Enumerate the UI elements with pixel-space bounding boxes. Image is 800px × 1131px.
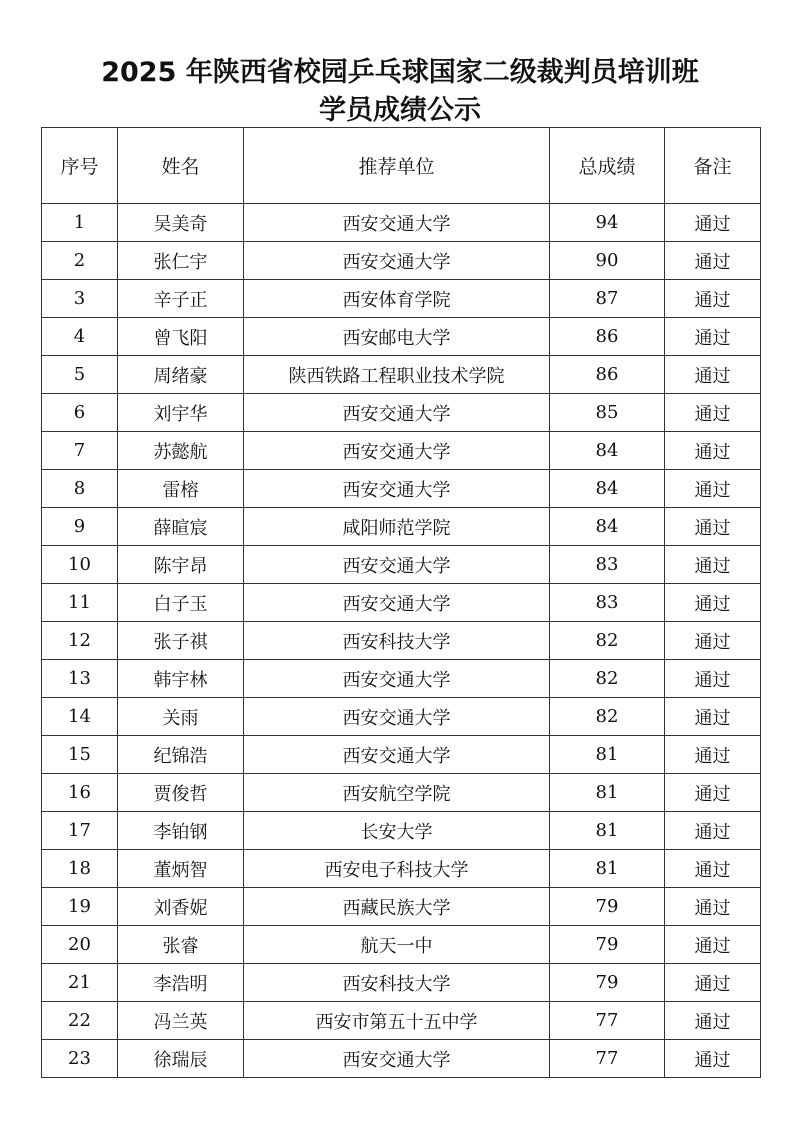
document-subtitle: 学员成绩公示: [319, 95, 481, 126]
cell-name: 张子祺: [118, 622, 244, 660]
cell-unit: 咸阳师范学院: [244, 508, 550, 546]
table-row: [42, 356, 761, 394]
cell-remark: 通过: [665, 432, 761, 470]
cell-unit: 西安科技大学: [244, 964, 550, 1002]
cell-index: 1: [42, 204, 118, 242]
cell-name: 刘宇华: [118, 394, 244, 432]
results-table: [41, 127, 761, 1078]
header-score: 总成绩: [550, 128, 665, 204]
cell-unit: 西安邮电大学: [244, 318, 550, 356]
cell-index: 22: [42, 1002, 118, 1040]
cell-name: 李浩明: [118, 964, 244, 1002]
cell-score: 81: [550, 736, 665, 774]
cell-name: 张睿: [118, 926, 244, 964]
cell-name: 曾飞阳: [118, 318, 244, 356]
table-row: [42, 660, 761, 698]
cell-score: 79: [550, 888, 665, 926]
table-row: [42, 204, 761, 242]
cell-name: 贾俊哲: [118, 774, 244, 812]
cell-remark: 通过: [665, 1040, 761, 1078]
cell-unit: 西安交通大学: [244, 546, 550, 584]
cell-name: 薛暄宸: [118, 508, 244, 546]
header-index: 序号: [42, 128, 118, 204]
cell-name: 苏懿航: [118, 432, 244, 470]
cell-score: 82: [550, 660, 665, 698]
cell-name: 辛子正: [118, 280, 244, 318]
cell-unit: 西安交通大学: [244, 584, 550, 622]
cell-unit: 西藏民族大学: [244, 888, 550, 926]
cell-unit: 西安交通大学: [244, 1040, 550, 1078]
cell-score: 81: [550, 812, 665, 850]
table-row: [42, 888, 761, 926]
table-row: [42, 470, 761, 508]
cell-score: 83: [550, 584, 665, 622]
cell-remark: 通过: [665, 546, 761, 584]
table-row: [42, 242, 761, 280]
table-row: [42, 1002, 761, 1040]
cell-name: 韩宇林: [118, 660, 244, 698]
cell-name: 张仁宇: [118, 242, 244, 280]
cell-name: 吴美奇: [118, 204, 244, 242]
cell-score: 81: [550, 774, 665, 812]
cell-unit: 西安交通大学: [244, 736, 550, 774]
cell-score: 94: [550, 204, 665, 242]
table-row: [42, 432, 761, 470]
cell-name: 董炳智: [118, 850, 244, 888]
cell-score: 77: [550, 1002, 665, 1040]
cell-name: 纪锦浩: [118, 736, 244, 774]
cell-score: 84: [550, 432, 665, 470]
cell-unit: 西安交通大学: [244, 698, 550, 736]
cell-index: 18: [42, 850, 118, 888]
cell-index: 21: [42, 964, 118, 1002]
cell-score: 84: [550, 470, 665, 508]
cell-score: 83: [550, 546, 665, 584]
cell-remark: 通过: [665, 318, 761, 356]
cell-index: 17: [42, 812, 118, 850]
table-row: [42, 698, 761, 736]
cell-index: 20: [42, 926, 118, 964]
cell-score: 86: [550, 318, 665, 356]
cell-remark: 通过: [665, 470, 761, 508]
table-row: [42, 850, 761, 888]
cell-unit: 航天一中: [244, 926, 550, 964]
table-row: [42, 926, 761, 964]
cell-name: 刘香妮: [118, 888, 244, 926]
cell-index: 5: [42, 356, 118, 394]
cell-remark: 通过: [665, 850, 761, 888]
cell-score: 77: [550, 1040, 665, 1078]
cell-name: 雷榕: [118, 470, 244, 508]
cell-score: 84: [550, 508, 665, 546]
cell-index: 19: [42, 888, 118, 926]
cell-name: 关雨: [118, 698, 244, 736]
table-row: [42, 1040, 761, 1078]
cell-index: 4: [42, 318, 118, 356]
cell-score: 90: [550, 242, 665, 280]
cell-unit: 西安交通大学: [244, 394, 550, 432]
table-row: [42, 318, 761, 356]
cell-remark: 通过: [665, 774, 761, 812]
cell-remark: 通过: [665, 964, 761, 1002]
cell-index: 11: [42, 584, 118, 622]
table-row: [42, 546, 761, 584]
table-header-row: [42, 128, 761, 204]
table-row: [42, 964, 761, 1002]
cell-unit: 长安大学: [244, 812, 550, 850]
cell-name: 李铂钢: [118, 812, 244, 850]
cell-index: 7: [42, 432, 118, 470]
cell-unit: 西安电子科技大学: [244, 850, 550, 888]
document-title: 2025 年陕西省校园乒乓球国家二级裁判员培训班: [101, 57, 699, 88]
cell-score: 87: [550, 280, 665, 318]
table-row: [42, 812, 761, 850]
cell-name: 徐瑞辰: [118, 1040, 244, 1078]
table-row: [42, 622, 761, 660]
cell-score: 85: [550, 394, 665, 432]
cell-index: 3: [42, 280, 118, 318]
table-row: [42, 736, 761, 774]
cell-score: 79: [550, 964, 665, 1002]
table-row: [42, 394, 761, 432]
cell-unit: 西安体育学院: [244, 280, 550, 318]
cell-name: 白子玉: [118, 584, 244, 622]
cell-index: 6: [42, 394, 118, 432]
cell-index: 8: [42, 470, 118, 508]
cell-remark: 通过: [665, 356, 761, 394]
table-row: [42, 508, 761, 546]
cell-remark: 通过: [665, 204, 761, 242]
cell-unit: 陕西铁路工程职业技术学院: [244, 356, 550, 394]
cell-index: 13: [42, 660, 118, 698]
cell-score: 82: [550, 698, 665, 736]
cell-unit: 西安科技大学: [244, 622, 550, 660]
header-remark: 备注: [665, 128, 761, 204]
cell-remark: 通过: [665, 1002, 761, 1040]
table-body: [42, 204, 761, 1078]
table-row: [42, 584, 761, 622]
header-name: 姓名: [118, 128, 244, 204]
cell-index: 16: [42, 774, 118, 812]
cell-remark: 通过: [665, 736, 761, 774]
cell-remark: 通过: [665, 926, 761, 964]
cell-unit: 西安航空学院: [244, 774, 550, 812]
cell-index: 15: [42, 736, 118, 774]
cell-index: 23: [42, 1040, 118, 1078]
cell-remark: 通过: [665, 280, 761, 318]
cell-remark: 通过: [665, 508, 761, 546]
cell-unit: 西安交通大学: [244, 470, 550, 508]
cell-index: 10: [42, 546, 118, 584]
cell-unit: 西安交通大学: [244, 242, 550, 280]
cell-index: 9: [42, 508, 118, 546]
cell-index: 12: [42, 622, 118, 660]
cell-remark: 通过: [665, 698, 761, 736]
cell-unit: 西安交通大学: [244, 432, 550, 470]
cell-unit: 西安市第五十五中学: [244, 1002, 550, 1040]
cell-score: 82: [550, 622, 665, 660]
cell-name: 冯兰英: [118, 1002, 244, 1040]
cell-remark: 通过: [665, 622, 761, 660]
table-row: [42, 774, 761, 812]
cell-remark: 通过: [665, 394, 761, 432]
cell-unit: 西安交通大学: [244, 204, 550, 242]
table-row: [42, 280, 761, 318]
cell-score: 79: [550, 926, 665, 964]
cell-score: 81: [550, 850, 665, 888]
cell-score: 86: [550, 356, 665, 394]
cell-remark: 通过: [665, 812, 761, 850]
cell-remark: 通过: [665, 660, 761, 698]
cell-name: 陈宇昂: [118, 546, 244, 584]
cell-remark: 通过: [665, 888, 761, 926]
cell-name: 周绪豪: [118, 356, 244, 394]
cell-unit: 西安交通大学: [244, 660, 550, 698]
cell-index: 14: [42, 698, 118, 736]
cell-remark: 通过: [665, 584, 761, 622]
cell-index: 2: [42, 242, 118, 280]
cell-remark: 通过: [665, 242, 761, 280]
header-unit: 推荐单位: [244, 128, 550, 204]
